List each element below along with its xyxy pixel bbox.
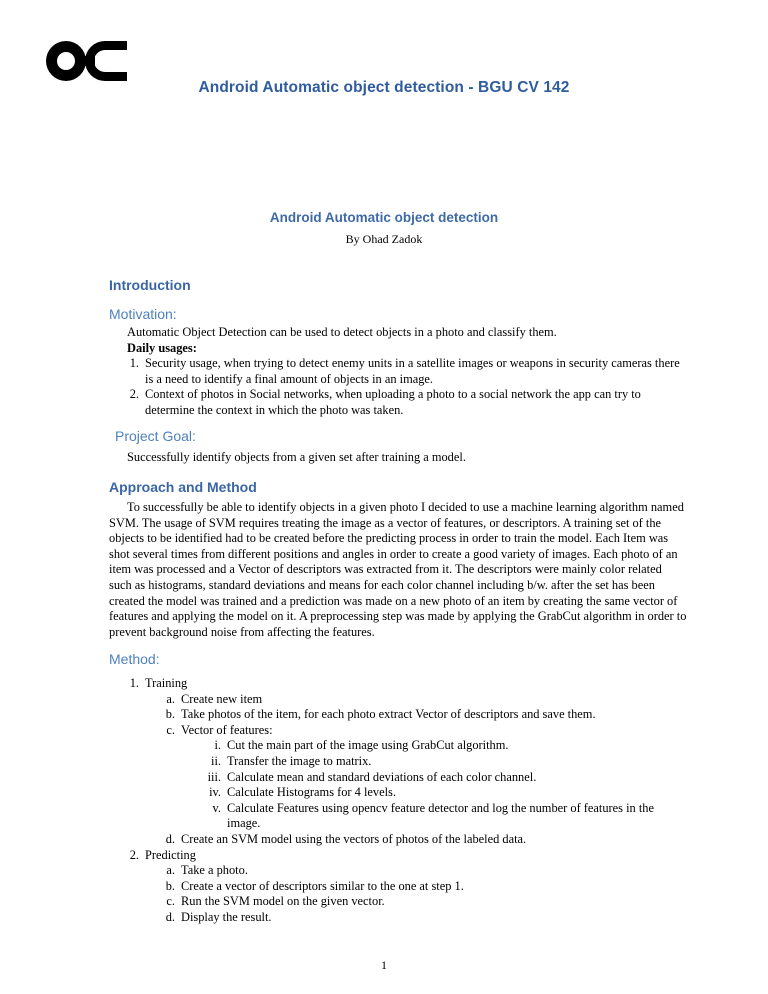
list-item: a. Take a photo. bbox=[166, 863, 248, 878]
motivation-list bbox=[127, 356, 687, 418]
oc-logo-icon bbox=[43, 38, 129, 84]
list-item: c. Vector of features: bbox=[166, 722, 273, 737]
list-item: 2. Context of photos in Social networks, when uploading a photo to a social network the app can try to determine the context in which the photo was taken. bbox=[129, 387, 641, 417]
motivation-text: Automatic Object Detection can be used to detect objects in a photo and classify them. bbox=[127, 325, 557, 339]
list-item: a. Create new item bbox=[166, 691, 263, 706]
list-item: d. Create an SVM model using the vectors of photos of the labeled data. bbox=[165, 831, 527, 846]
method-heading: Method: bbox=[109, 651, 160, 667]
list-item: iv. Calculate Histograms for 4 levels. bbox=[209, 785, 396, 800]
list-item: iii. Calculate mean and standard deviations of each color channel. bbox=[207, 769, 537, 784]
document-title: Android Automatic object detection bbox=[269, 210, 499, 225]
daily-usages-label: Daily usages: bbox=[127, 340, 197, 355]
method-step-training: 1. Training bbox=[129, 676, 188, 690]
list-item: ii. Transfer the image to matrix. bbox=[211, 753, 372, 768]
list-item: 1. Security usage, when trying to detect enemy units in a satellite images or weapons in security cameras there is a need to identify a final amount of objects in an image. bbox=[129, 356, 680, 386]
list-item: v. Calculate Features using opencv feature detector and log the number of features in the image. bbox=[212, 800, 654, 831]
project-goal-text: Successfully identify objects from a given set after training a model. bbox=[127, 450, 466, 464]
motivation-heading: Motivation: bbox=[109, 306, 177, 322]
header-title: Android Automatic object detection - BGU CV 142 bbox=[198, 79, 570, 96]
list-item: d. Display the result. bbox=[165, 909, 272, 924]
list-item: b. Create a vector of descriptors similar to the one at step 1. bbox=[165, 878, 464, 893]
page-number: 1 bbox=[381, 958, 387, 972]
list-item: b. Take photos of the item, for each photo extract Vector of descriptors and save them. bbox=[165, 707, 596, 722]
project-goal-heading: Project Goal: bbox=[115, 428, 196, 444]
approach-heading: Approach and Method bbox=[109, 479, 257, 495]
document-byline: By Ohad Zadok bbox=[345, 232, 423, 246]
list-item: i. Cut the main part of the image using GrabCut algorithm. bbox=[214, 738, 509, 753]
method-step-predicting: 2. Predicting bbox=[129, 847, 196, 862]
method-list bbox=[127, 676, 687, 926]
introduction-heading: Introduction bbox=[109, 277, 191, 293]
motivation-paragraph bbox=[127, 325, 687, 356]
list-item: c. Run the SVM model on the given vector. bbox=[166, 894, 385, 909]
approach-paragraph: To successfully be able to identify objects in a given photo I decided to use a machine learning algorithm named SVM. The usage of SVM requires treating the image as a vector of features, or descriptors. A training set of the objects to be identified had to be created before the predicting process in order to train the model. Each Item was shot several times from different positions and angles in order to create a good variety of images. Each photo of an item was processed and a Vector of descriptors was extracted from it. The descriptors were mainly color related such as histograms, standard deviations and means for each color channel including b/w. after the set has been created the model was trained and a prediction was made on a new photo of an item by creating the same vector of features and applying the model on it. A preprocessing step was made by applying the GrabCut algorithm in order to prevent background noise from affecting the features. bbox=[109, 500, 687, 639]
